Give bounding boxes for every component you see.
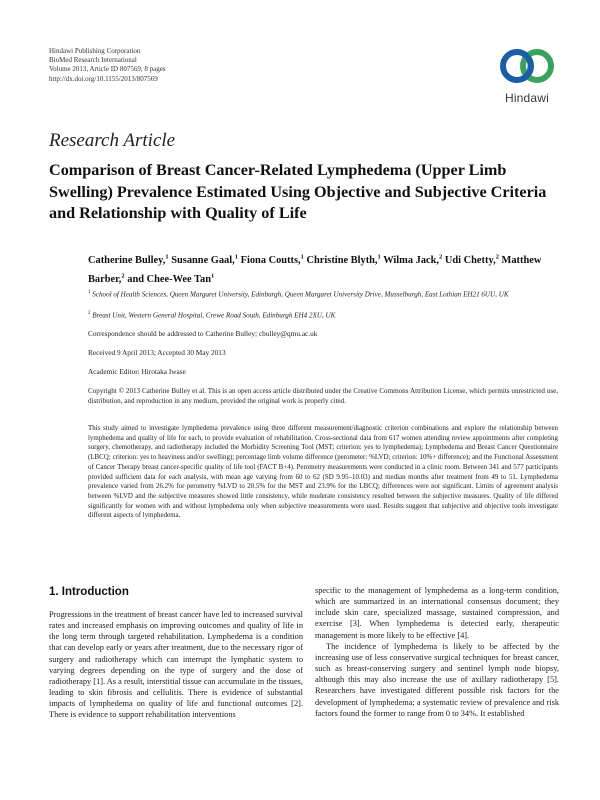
author-list	[88, 250, 558, 287]
abstract: This study aimed to investigate lymphedema prevalence using three different measurement/diagnostic criterion combinations and explore the relationship between lymphedema and quality of life for each, to provide evaluation of rehabilitation. Cross-sectional data from 617 women attending review appointments after completing surgery, chemotherapy, and radiotherapy included the Morbidity Screening Tool (MST; criterion: yes to lymphedema); Lymphedema and Breast Cancer Questionnaire (LBCQ; criterion: yes to heaviness and/or swelling); percentage limb volume difference (perometer: %LVD; criterion: 10%+ difference); and the Functional Assessment of Cancer Therapy breast cancer-specific quality of life tool (FACT B+4). Perometry measurements were conducted in a clinic room. Between 341 and 577 participants provided sufficient data for each analysis, with mean age varying from 60 to 62 (SD 9.95–10.03) and median months after treatment from 49 to 51. Lymphedema prevalence varied from 26.2% for perometry %LVD to 20.5% for the MST and 23.9% for the LBCQ; differences were not significant. Limits of agreement analysis between %LVD and the subjective measures showed little consistency, while moderate consistency resulted between the subjective measures. Quality of life differed significantly for women with and without lymphedema only when subjective measurements were used. Results suggest that subjective and objective tools investigate different aspects of lymphedema.	[88, 424, 558, 520]
author[interactable]: Matthew Barber,$^2$	[88, 255, 542, 285]
doi-link[interactable]: http://dx.doi.org/10.1155/2013/807569	[49, 74, 158, 83]
author[interactable]: Udi Chetty,$^2$	[444, 254, 499, 267]
academic-editor: Academic Editor: Hirotaka Iwase	[88, 367, 186, 376]
paragraph: specific to the management of lymphedema as a long-term condition, which are summarized in an international consensus document; they include skin care, specialized massage, sustained compression, and exercise [3]. When lymphedema is detected early, therapeutic management is more likely to be effective [4].	[315, 586, 559, 640]
journal-name: BioMed Research International	[49, 56, 137, 65]
copyright-notice: Copyright © 2013 Catherine Bulley et al. This is an open access article distributed under the Creative Commons Attribution License, which permits unrestricted use, distribution, and reproduction in any medium, provided the original work is properly cited.	[88, 387, 558, 405]
volume-info: Volume 2013, Article ID 807569, 8 pages	[49, 65, 166, 74]
affiliation: $^2$ Breast Unit, Western General Hospital, Crewe Road South, Edinburgh EH4 2XU, UK	[88, 311, 336, 320]
author[interactable]: Fiona Coutts,$^1$	[240, 254, 304, 267]
hindawi-logo[interactable]	[495, 44, 559, 108]
author[interactable]: Catherine Bulley,$^1$	[88, 254, 169, 267]
article-title: Comparison of Breast Cancer-Related Lymphedema (Upper Limb Swelling) Prevalence Estimated Using Objective and Subjective Criteria and Relationship with Quality of Life	[49, 161, 547, 222]
body-column-left	[49, 609, 303, 721]
hindawi-rings-icon	[495, 44, 559, 90]
affiliation: $^1$ School of Health Sciences, Queen Margaret University, Edinburgh, Queen Margaret University Drive, Musselburgh, East Lothian EH21 6UU, UK	[88, 290, 509, 299]
publisher: Hindawi Publishing Corporation	[49, 47, 141, 55]
journal-info	[49, 47, 166, 84]
received-dates: Received 9 April 2013; Accepted 30 May 2013	[88, 348, 226, 357]
paragraph: Progressions in the treatment of breast cancer have led to increased survival rates and increased emphasis on improving outcomes and quality of life in the long term through targeted rehabilitation. Lymphedema is a condition that can develop early or years after treatment, due to the necessary rigor of surgery and radiotherapy which can interrupt the lymphatic system to varying degrees depending on the type of surgery and the dose of radiotherapy [1]. As a result, interstitial tissue can accumulate in the tissues, leading to skin fibrosis and cellulitis. There is evidence of substantial impacts of lymphedema on quality of life and functional outcomes [2]. There is evidence to support rehabilitation interventions	[49, 610, 303, 720]
body-column-right	[315, 585, 559, 719]
author[interactable]: Christine Blyth,$^1$	[306, 254, 381, 267]
correspondence: Correspondence should be addressed to Catherine Bulley; cbulley@qmu.ac.uk	[88, 329, 318, 338]
author[interactable]: Susanne Gaal,$^1$	[171, 254, 238, 267]
author[interactable]: and Chee-Wee Tan$^1$	[127, 272, 215, 285]
author[interactable]: Wilma Jack,$^2$	[383, 254, 443, 267]
logo-text: Hindawi	[504, 91, 550, 105]
section-heading: 1. Introduction	[49, 586, 129, 598]
paragraph: The incidence of lymphedema is likely to be affected by the increasing use of less conservative surgical techniques for breast cancer, such as breast-conserving surgery and sentinel lymph node biopsy, although this may also increase the use of axillary radiotherapy [5]. Researchers have investigated different possible risk factors for the development of lymphedema; a systematic review of prevalence and risk factors found the former to range from 0 to 34%. It established	[315, 641, 559, 718]
article-type: Research Article	[49, 130, 176, 151]
